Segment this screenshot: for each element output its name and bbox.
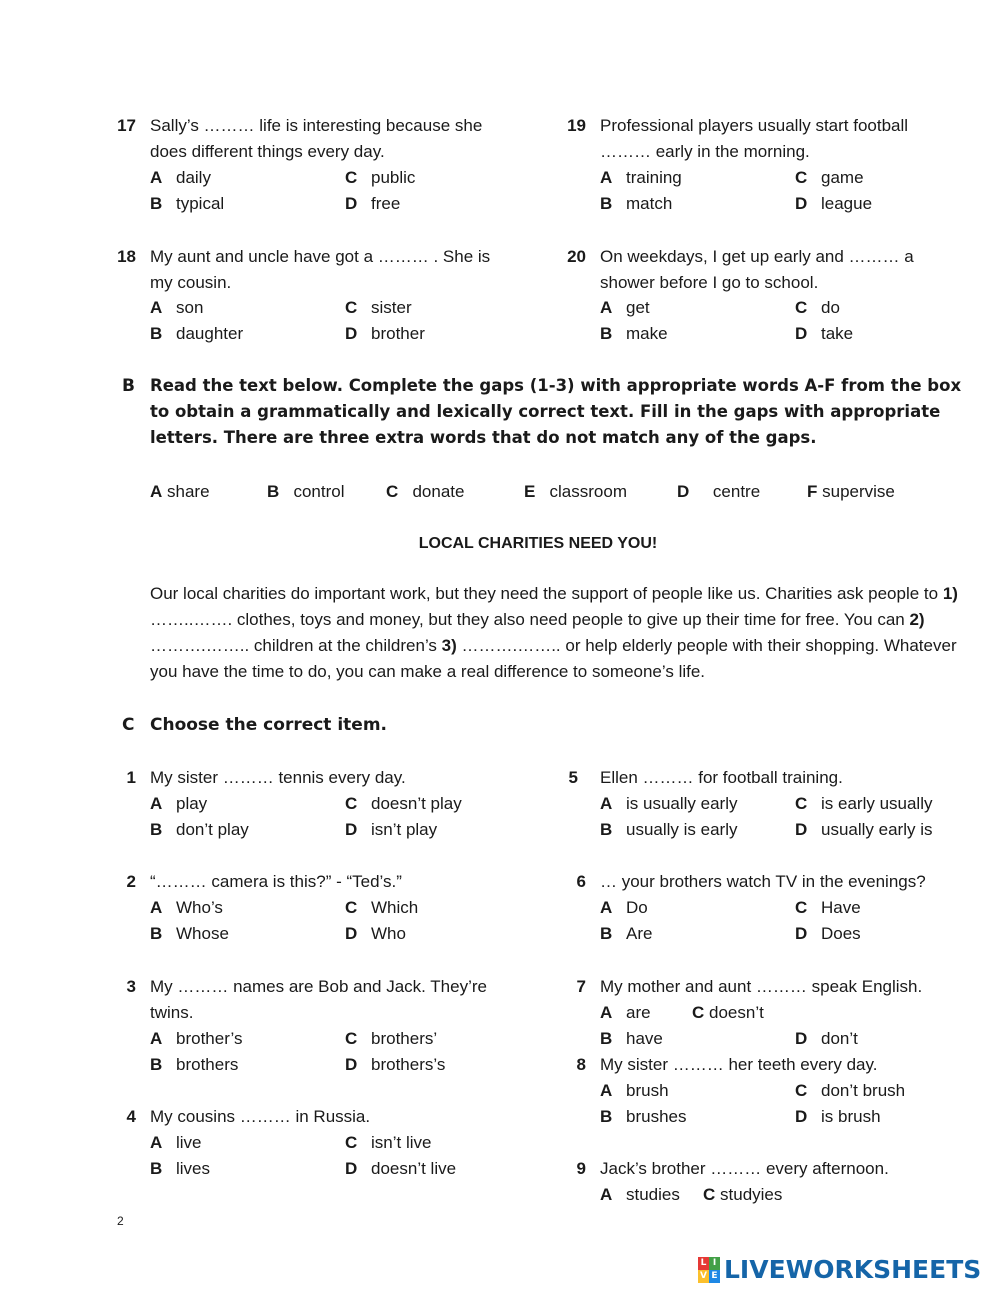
text-title: LOCAL CHARITIES NEED YOU! bbox=[418, 535, 658, 552]
option-d[interactable]: D Does bbox=[795, 924, 861, 943]
question-number: 17 bbox=[117, 116, 136, 135]
question-text: ……… early in the morning. bbox=[600, 142, 810, 161]
question-text: Professional players usually start football bbox=[600, 116, 909, 135]
word-box-item: A share bbox=[150, 482, 210, 501]
word-box-item: C donate bbox=[386, 482, 465, 501]
option-c[interactable]: C is early usually bbox=[795, 794, 933, 813]
question-number: 4 bbox=[126, 1107, 136, 1126]
question-number: 5 bbox=[568, 768, 578, 787]
section-instruction: Read the text below. Complete the gaps (1-3) with appropriate words A-F from the box to obtain a grammatically and lexically correct text. Fill in the gaps with appropriate letters. There are three extra words that do not match any of the gaps. bbox=[150, 376, 962, 447]
gap-1[interactable]: 1) bbox=[942, 584, 958, 603]
option-b[interactable]: B Are bbox=[600, 924, 653, 943]
question-text: My aunt and uncle have got a ……… . She is bbox=[150, 247, 491, 266]
option-b[interactable]: B lives bbox=[150, 1159, 211, 1178]
question-text: … your brothers watch TV in the evenings? bbox=[600, 872, 926, 891]
question-number: 3 bbox=[126, 977, 136, 996]
option-c[interactable]: C isn’t live bbox=[345, 1133, 432, 1152]
option-a[interactable]: A Do bbox=[600, 898, 648, 917]
question-number: 20 bbox=[567, 247, 586, 266]
section-letter: C bbox=[122, 715, 135, 735]
question-text: My sister ……… tennis every day. bbox=[150, 768, 406, 787]
option-b[interactable]: B have bbox=[600, 1029, 663, 1048]
option-d[interactable]: D brothers’s bbox=[345, 1055, 446, 1074]
option-d[interactable]: D brother bbox=[345, 324, 425, 343]
option-b[interactable]: B daughter bbox=[150, 324, 244, 343]
question-text: does different things every day. bbox=[150, 142, 385, 161]
liveworksheets-logo[interactable] bbox=[698, 1255, 981, 1284]
option-c[interactable]: C don’t brush bbox=[795, 1081, 906, 1100]
option-c[interactable]: C Which bbox=[345, 898, 419, 917]
gap-3[interactable]: 3) bbox=[441, 636, 457, 655]
option-a[interactable]: A is usually early bbox=[600, 794, 738, 813]
option-c[interactable]: C sister bbox=[345, 298, 412, 317]
question-text: Jack’s brother ……… every afternoon. bbox=[600, 1159, 889, 1178]
section-instruction: Choose the correct item. bbox=[150, 715, 388, 735]
option-d[interactable]: D doesn’t live bbox=[345, 1159, 457, 1178]
question-text: My sister ……… her teeth every day. bbox=[600, 1055, 878, 1074]
option-c[interactable]: C do bbox=[795, 298, 840, 317]
option-a[interactable]: A brother’s bbox=[150, 1029, 243, 1048]
section-letter: B bbox=[122, 376, 135, 396]
option-a[interactable]: A play bbox=[150, 794, 208, 813]
option-b[interactable]: B brushes bbox=[600, 1107, 687, 1126]
question-number: 8 bbox=[576, 1055, 586, 1074]
option-c[interactable]: C doesn’t play bbox=[345, 794, 462, 813]
question-number: 18 bbox=[117, 247, 136, 266]
option-b[interactable]: B don’t play bbox=[150, 820, 249, 839]
option-b[interactable]: B brothers bbox=[150, 1055, 239, 1074]
option-d[interactable]: D take bbox=[795, 324, 854, 343]
question-text: My mother and aunt ……… speak English. bbox=[600, 977, 923, 996]
option-a[interactable]: A training bbox=[600, 168, 682, 187]
option-c[interactable]: C Have bbox=[795, 898, 861, 917]
question-number: 6 bbox=[576, 872, 586, 891]
page-number: 2 bbox=[117, 1214, 124, 1228]
question-number: 2 bbox=[126, 872, 136, 891]
option-b[interactable]: B match bbox=[600, 194, 673, 213]
word-box-item: D centre bbox=[677, 482, 761, 501]
word-box-item: B control bbox=[267, 482, 345, 501]
cloze-paragraph: Our local charities do important work, but they need the support of people like us. Charities ask people to 1) ……..……. clothes, toys and money, but they also need people to give up their time for free. You can 2) ……….…….. children at the children’s 3) ……….…….. or help elderly people with their shopping. Whatever you have the time to do, you can make a real difference to someone’s life. bbox=[150, 584, 958, 681]
option-a[interactable]: A Who’s bbox=[150, 898, 223, 917]
option-a[interactable]: A get bbox=[600, 298, 650, 317]
option-c[interactable]: C game bbox=[795, 168, 864, 187]
option-d[interactable]: D usually early is bbox=[795, 820, 933, 839]
option-a[interactable]: A brush bbox=[600, 1081, 669, 1100]
question-text: Sally’s ……… life is interesting because she bbox=[150, 116, 483, 135]
question-text: my cousin. bbox=[150, 273, 232, 292]
question-number: 1 bbox=[126, 768, 136, 787]
option-c[interactable]: C studyies bbox=[703, 1185, 783, 1204]
logo-text: LIVEWORKSHEETS bbox=[724, 1255, 982, 1284]
option-c[interactable]: C public bbox=[345, 168, 416, 187]
option-a[interactable]: A daily bbox=[150, 168, 211, 187]
option-d[interactable]: D is brush bbox=[795, 1107, 881, 1126]
word-box-item: F supervise bbox=[807, 482, 895, 501]
option-b[interactable]: B typical bbox=[150, 194, 225, 213]
option-a[interactable]: A are bbox=[600, 1003, 651, 1022]
option-b[interactable]: B make bbox=[600, 324, 668, 343]
question-text: “……… camera is this?” - “Ted’s.” bbox=[150, 872, 402, 891]
option-c[interactable]: C doesn’t bbox=[692, 1003, 764, 1022]
option-d[interactable]: D don’t bbox=[795, 1029, 858, 1048]
option-c[interactable]: C brothers’ bbox=[345, 1029, 438, 1048]
question-text: twins. bbox=[150, 1003, 194, 1022]
option-d[interactable]: D free bbox=[345, 194, 401, 213]
option-a[interactable]: A son bbox=[150, 298, 204, 317]
question-number: 7 bbox=[576, 977, 586, 996]
option-d[interactable]: D league bbox=[795, 194, 873, 213]
question-number: 9 bbox=[576, 1159, 586, 1178]
option-d[interactable]: D isn’t play bbox=[345, 820, 438, 839]
option-d[interactable]: D Who bbox=[345, 924, 406, 943]
option-b[interactable]: B Whose bbox=[150, 924, 229, 943]
logo-icon: L I V E bbox=[698, 1257, 720, 1283]
option-a[interactable]: A live bbox=[150, 1133, 202, 1152]
question-number: 19 bbox=[567, 116, 586, 135]
question-text: On weekdays, I get up early and ……… a bbox=[600, 247, 914, 266]
question-text: Ellen ……… for football training. bbox=[600, 768, 843, 787]
option-a[interactable]: A studies bbox=[600, 1185, 680, 1204]
word-box-item: E classroom bbox=[524, 482, 627, 501]
question-text: My ……… names are Bob and Jack. They’re bbox=[150, 977, 487, 996]
option-b[interactable]: B usually is early bbox=[600, 820, 738, 839]
question-text: shower before I go to school. bbox=[600, 273, 819, 292]
question-text: My cousins ……… in Russia. bbox=[150, 1107, 371, 1126]
gap-2[interactable]: 2) bbox=[909, 610, 925, 629]
